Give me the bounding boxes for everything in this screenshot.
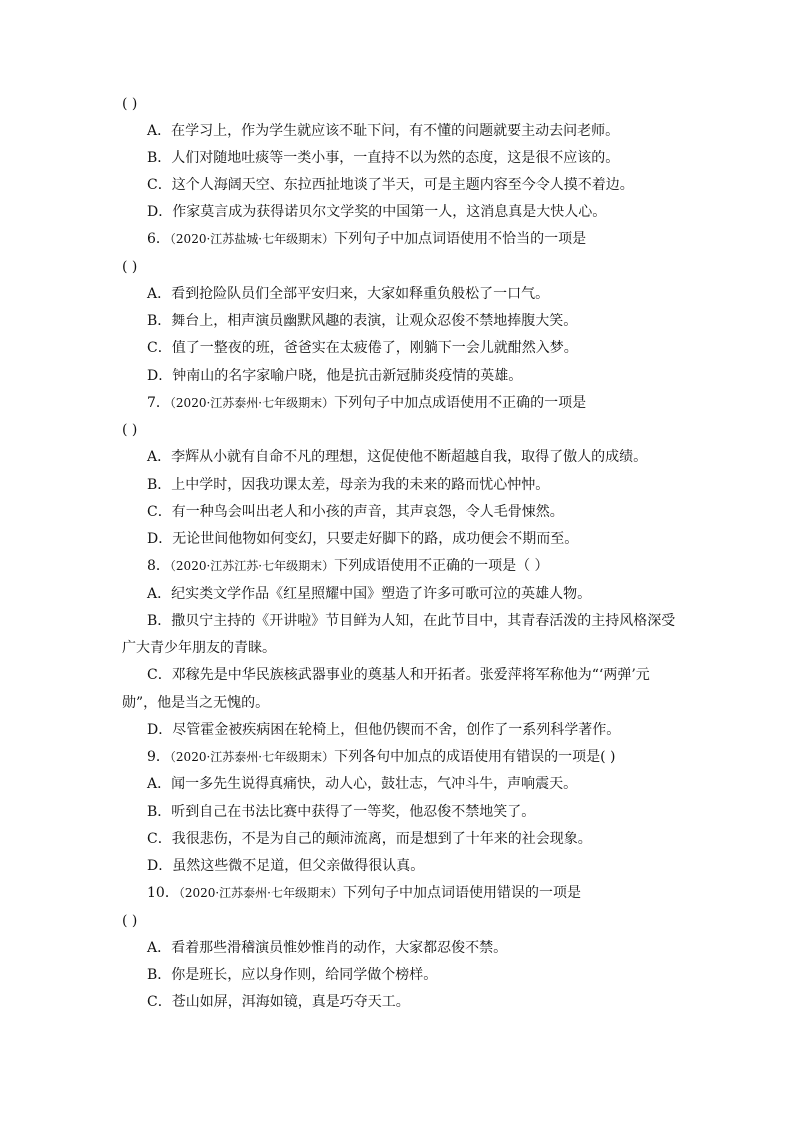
option-a: A．纪实类文学作品《红星照耀中国》塑造了许多可歌可泣的英雄人物。 bbox=[147, 586, 592, 602]
option-b-continued: 广大青少年朋友的青睐。 bbox=[122, 640, 276, 656]
option-d: D．作家莫言成为获得诺贝尔文学奖的中国第一人，这消息真是大快人心。 bbox=[147, 204, 607, 220]
option-d: D．尽管霍金被疾病困在轮椅上，但他仍锲而不舍，创作了一系列科学著作。 bbox=[147, 722, 621, 738]
option-a: A．在学习上，作为学生就应该不耻下问，有不懂的问题就要主动去问老师。 bbox=[147, 123, 620, 139]
answer-blank: ( ) bbox=[122, 422, 138, 438]
option-b: B．人们对随地吐痰等一类小事，一直持不以为然的态度，这是很不应该的。 bbox=[147, 150, 620, 166]
answer-blank: ( ) bbox=[122, 96, 138, 112]
option-d: D．钟南山的名字家喻户晓，他是抗击新冠肺炎疫情的英雄。 bbox=[147, 368, 523, 384]
option-b: B．上中学时，因我功课太差，母亲为我的未来的路而忧心忡忡。 bbox=[147, 477, 550, 493]
option-c: C．苍山如屏，洱海如镜，真是巧夺天工。 bbox=[147, 994, 410, 1010]
option-d: D．无论世间他物如何变幻，只要走好脚下的路，成功便会不期而至。 bbox=[147, 531, 579, 547]
option-b: B．你是班长，应以身作则，给同学做个榜样。 bbox=[147, 967, 438, 983]
question-6: 6．（2020·江苏盐城·七年级期末）下列句子中加点词语使用不恰当的一项是 bbox=[147, 231, 587, 247]
option-c: C．有一种鸟会叫出老人和小孩的声音，其声哀怨，令人毛骨悚然。 bbox=[147, 504, 564, 520]
question-8: 8．（2020·江苏江苏·七年级期末）下列成语使用不正确的一项是（ ） bbox=[147, 558, 549, 574]
answer-blank: ( ) bbox=[122, 913, 138, 929]
option-b: B．舞台上，相声演员幽默风趣的表演，让观众忍俊不禁地捧腹大笑。 bbox=[147, 313, 578, 329]
option-a: A．李辉从小就有自命不凡的理想，这促使他不断超越自我，取得了傲人的成绩。 bbox=[147, 449, 648, 465]
option-a: A．看到抢险队员们全部平安归来，大家如释重负般松了一口气。 bbox=[147, 286, 550, 302]
option-c: C．邓稼先是中华民族核武器事业的奠基人和开拓者。张爱萍将军称他为“‘两弹’元 bbox=[147, 667, 650, 683]
option-a: A．闻一多先生说得真痛快，动人心，鼓壮志，气冲斗牛，声响震天。 bbox=[147, 776, 578, 792]
option-c: C．我很悲伤，不是为自己的颠沛流离，而是想到了十年来的社会现象。 bbox=[147, 831, 592, 847]
option-c: C．值了一整夜的班，爸爸实在太疲倦了，刚躺下一会儿就酣然入梦。 bbox=[147, 340, 578, 356]
option-a: A．看着那些滑稽演员惟妙惟肖的动作，大家都忍俊不禁。 bbox=[147, 940, 508, 956]
option-c: C．这个人海阔天空、东拉西扯地谈了半天，可是主题内容至今令人摸不着边。 bbox=[147, 177, 634, 193]
option-d: D．虽然这些微不足道，但父亲做得很认真。 bbox=[147, 858, 425, 874]
answer-blank: ( ) bbox=[122, 259, 138, 275]
question-10: 10．（2020·江苏泰州·七年级期末）下列句子中加点词语使用错误的一项是 bbox=[147, 885, 581, 901]
option-c-continued: 勋”，他是当之无愧的。 bbox=[122, 695, 270, 711]
question-9: 9．（2020·江苏泰州·七年级期末）下列各句中加点的成语使用有错误的一项是( ) bbox=[147, 749, 616, 765]
question-7: 7．（2020·江苏泰州·七年级期末）下列句子中加点成语使用不正确的一项是 bbox=[147, 395, 587, 411]
option-b: B．撒贝宁主持的《开讲啦》节目鲜为人知，在此节目中，其青春活泼的主持风格深受 bbox=[147, 613, 676, 629]
option-b: B．听到自己在书法比赛中获得了一等奖，他忍俊不禁地笑了。 bbox=[147, 804, 536, 820]
